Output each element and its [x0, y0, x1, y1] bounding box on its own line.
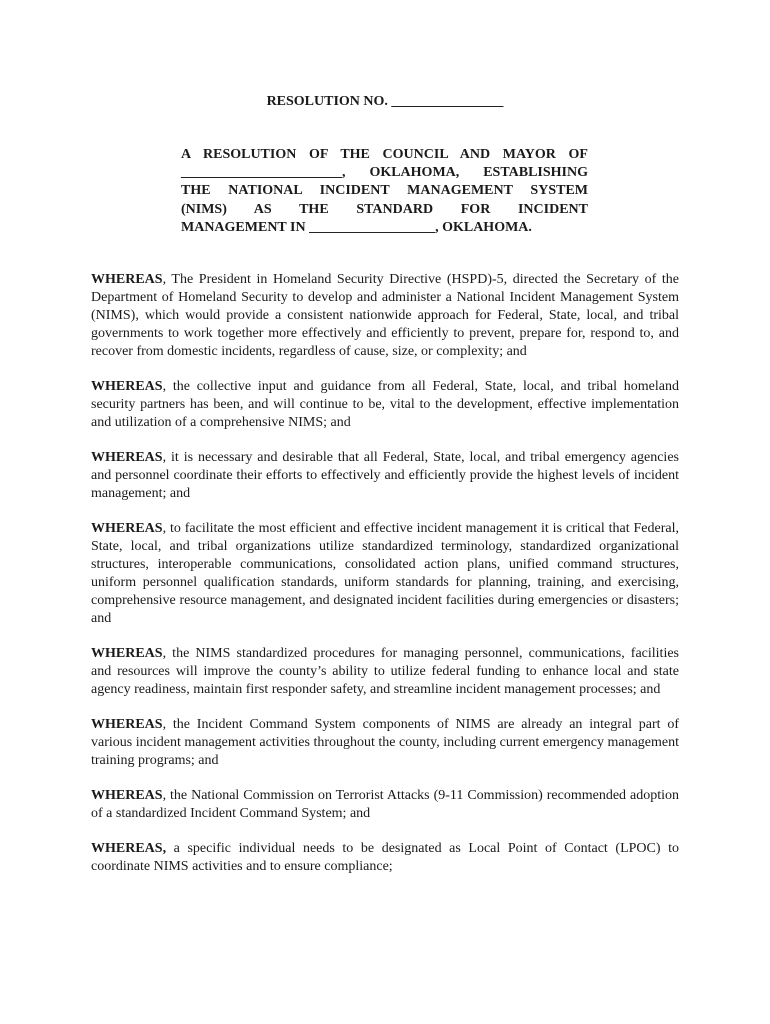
whereas-text: , the NIMS standardized procedures for managing personnel, communications, facilities and resources will improve the county’s ability to utilize federal funding to enhance local and state agency readiness, maintain first responder safety, and streamline incident management processes; and: [91, 646, 679, 697]
whereas-label: WHEREAS: [91, 788, 163, 803]
whereas-text: , The President in Homeland Security Directive (HSPD)-5, directed the Secretary of the Department of Homeland Security to develop and administer a National Incident Management System (NIMS), which would provide a consistent nationwide approach for Federal, State, local, and tribal governments to work together more effectively and efficiently to prevent, prepare for, respond to, and recover from domestic incidents, regardless of cause, size, or complexity; and: [91, 272, 679, 359]
title-line: MANAGEMENT IN __________________, OKLAHOMA.: [181, 219, 532, 235]
whereas-label: WHEREAS: [91, 450, 163, 465]
title-line: (NIMS) AS THE STANDARD FOR INCIDENT: [181, 201, 588, 217]
whereas-paragraph: [91, 840, 679, 876]
title-line: THE NATIONAL INCIDENT MANAGEMENT SYSTEM: [181, 183, 588, 199]
whereas-text: , the collective input and guidance from all Federal, State, local, and tribal homeland security partners has been, and will continue to be, vital to the development, effective implementation and utilization of a comprehensive NIMS; and: [91, 379, 679, 430]
whereas-text: , the Incident Command System components of NIMS are already an integral part of various incident management activities throughout the county, including current emergency management training programs; and: [91, 717, 679, 768]
whereas-text: , it is necessary and desirable that all Federal, State, local, and tribal emergency agencies and personnel coordinate their efforts to effectively and efficiently provide the highest levels of incident management; and: [91, 450, 679, 501]
whereas-paragraph: [91, 520, 679, 628]
whereas-paragraph: [91, 787, 679, 823]
whereas-clauses: [91, 271, 679, 893]
title-line: _______________________, OKLAHOMA, ESTABLISHING: [181, 165, 588, 181]
whereas-label: WHEREAS,: [91, 841, 167, 856]
whereas-paragraph: [91, 449, 679, 503]
resolution-title: [181, 146, 588, 237]
whereas-text: , to facilitate the most efficient and effective incident management it is critical that Federal, State, local, and tribal organizations utilize standardized terminology, standardized organizational structures, interoperable communications, consolidated action plans, unified command structures, uniform personnel qualification standards, uniform standards for planning, training, and exercising, comprehensive resource management, and designated incident facilities during emergencies or disasters; and: [91, 521, 679, 626]
whereas-label: WHEREAS: [91, 272, 163, 287]
whereas-label: WHEREAS: [91, 717, 163, 732]
whereas-label: WHEREAS: [91, 646, 163, 661]
whereas-text: a specific individual needs to be designated as Local Point of Contact (LPOC) to coordinate NIMS activities and to ensure compliance;: [91, 841, 679, 874]
resolution-number: RESOLUTION NO. ________________: [266, 94, 504, 109]
whereas-label: WHEREAS: [91, 379, 163, 394]
title-line: A RESOLUTION OF THE COUNCIL AND MAYOR OF: [181, 147, 588, 162]
whereas-paragraph: [91, 378, 679, 432]
whereas-paragraph: [91, 716, 679, 770]
whereas-label: WHEREAS: [91, 521, 163, 536]
whereas-text: , the National Commission on Terrorist Attacks (9-11 Commission) recommended adoption of a standardized Incident Command System; and: [91, 788, 679, 821]
whereas-paragraph: [91, 645, 679, 699]
whereas-paragraph: [91, 271, 679, 361]
